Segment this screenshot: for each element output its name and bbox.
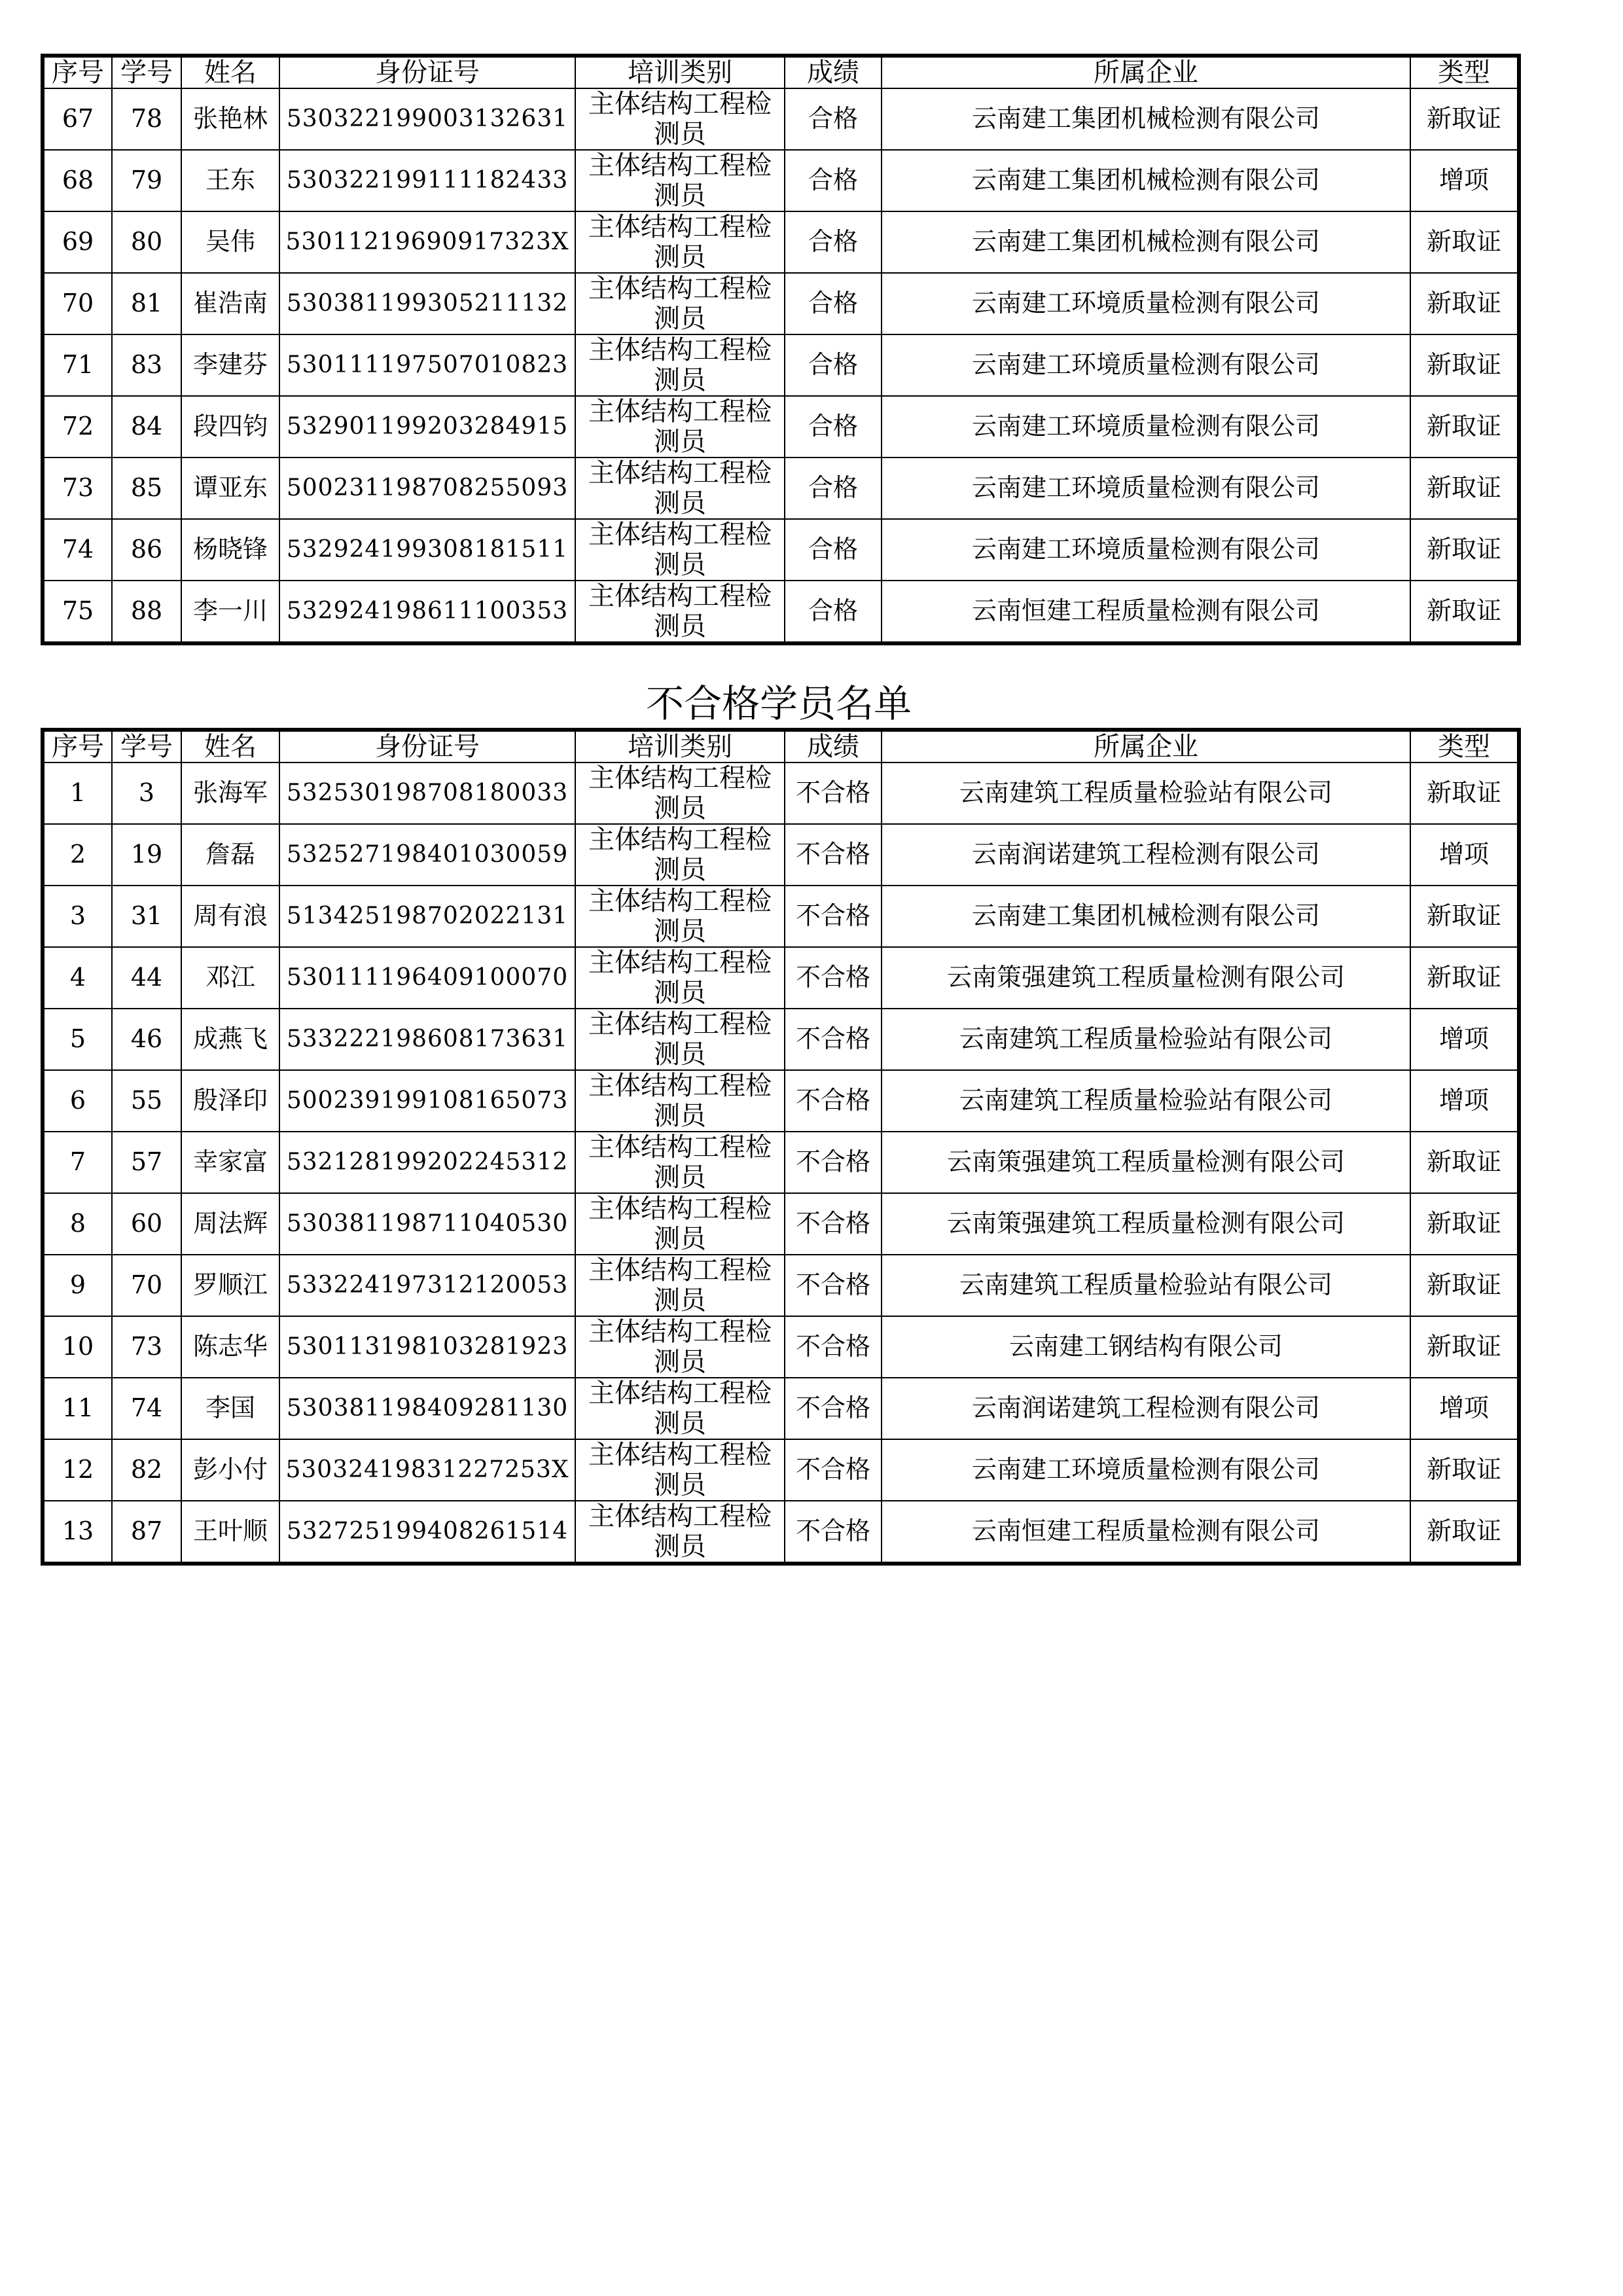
cell-student-no: 82 bbox=[112, 1439, 181, 1501]
cell-kind: 新取证 bbox=[1410, 334, 1519, 396]
cell-kind: 新取证 bbox=[1410, 947, 1519, 1009]
cell-kind: 新取证 bbox=[1410, 1439, 1519, 1501]
cell-result: 不合格 bbox=[785, 824, 882, 886]
header-kind: 类型 bbox=[1410, 56, 1519, 88]
table-row bbox=[43, 1255, 1519, 1316]
cell-id-number: 532924198611100353 bbox=[279, 581, 575, 643]
cell-seq: 74 bbox=[43, 519, 112, 581]
header-seq: 序号 bbox=[43, 56, 112, 88]
cell-company: 云南建工环境质量检测有限公司 bbox=[882, 273, 1410, 334]
cell-seq: 12 bbox=[43, 1439, 112, 1501]
cell-student-no: 81 bbox=[112, 273, 181, 334]
cell-kind: 新取证 bbox=[1410, 211, 1519, 273]
cell-kind: 新取证 bbox=[1410, 1132, 1519, 1193]
cell-training-type: 主体结构工程检测员 bbox=[575, 334, 785, 396]
cell-id-number: 530322199003132631 bbox=[279, 88, 575, 150]
table-row bbox=[43, 1316, 1519, 1378]
table-row bbox=[43, 211, 1519, 273]
cell-company: 云南恒建工程质量检测有限公司 bbox=[882, 581, 1410, 643]
cell-seq: 75 bbox=[43, 581, 112, 643]
cell-training-type: 主体结构工程检测员 bbox=[575, 1255, 785, 1316]
cell-kind: 新取证 bbox=[1410, 1316, 1519, 1378]
cell-result: 不合格 bbox=[785, 1316, 882, 1378]
cell-seq: 5 bbox=[43, 1009, 112, 1070]
table-row bbox=[43, 1009, 1519, 1070]
cell-result: 不合格 bbox=[785, 1378, 882, 1439]
cell-id-number: 513425198702022131 bbox=[279, 886, 575, 947]
cell-company: 云南建筑工程质量检验站有限公司 bbox=[882, 1009, 1410, 1070]
cell-kind: 新取证 bbox=[1410, 88, 1519, 150]
cell-training-type: 主体结构工程检测员 bbox=[575, 211, 785, 273]
cell-company: 云南润诺建筑工程检测有限公司 bbox=[882, 824, 1410, 886]
cell-result: 合格 bbox=[785, 396, 882, 457]
cell-id-number: 532725199408261514 bbox=[279, 1501, 575, 1564]
cell-kind: 新取证 bbox=[1410, 1255, 1519, 1316]
cell-student-no: 19 bbox=[112, 824, 181, 886]
table-row bbox=[43, 88, 1519, 150]
header-company: 所属企业 bbox=[882, 56, 1410, 88]
cell-kind: 新取证 bbox=[1410, 1501, 1519, 1564]
cell-result: 不合格 bbox=[785, 1070, 882, 1132]
cell-id-number: 532527198401030059 bbox=[279, 824, 575, 886]
cell-name: 张海军 bbox=[181, 762, 279, 824]
cell-id-number: 530322199111182433 bbox=[279, 150, 575, 211]
table-row bbox=[43, 762, 1519, 824]
header-id-number: 身份证号 bbox=[279, 56, 575, 88]
cell-student-no: 84 bbox=[112, 396, 181, 457]
cell-kind: 增项 bbox=[1410, 150, 1519, 211]
cell-name: 王叶顺 bbox=[181, 1501, 279, 1564]
table-header-row bbox=[43, 56, 1519, 88]
header-result: 成绩 bbox=[785, 56, 882, 88]
cell-id-number: 53032419831227253X bbox=[279, 1439, 575, 1501]
cell-result: 合格 bbox=[785, 519, 882, 581]
cell-id-number: 500239199108165073 bbox=[279, 1070, 575, 1132]
cell-student-no: 44 bbox=[112, 947, 181, 1009]
failed-students-table bbox=[41, 728, 1521, 1566]
cell-name: 吴伟 bbox=[181, 211, 279, 273]
cell-seq: 67 bbox=[43, 88, 112, 150]
cell-seq: 73 bbox=[43, 457, 112, 519]
cell-seq: 69 bbox=[43, 211, 112, 273]
header-training-type: 培训类别 bbox=[575, 730, 785, 762]
cell-kind: 增项 bbox=[1410, 1070, 1519, 1132]
cell-student-no: 79 bbox=[112, 150, 181, 211]
cell-result: 合格 bbox=[785, 581, 882, 643]
cell-id-number: 53011219690917323X bbox=[279, 211, 575, 273]
cell-training-type: 主体结构工程检测员 bbox=[575, 1070, 785, 1132]
cell-name: 邓江 bbox=[181, 947, 279, 1009]
cell-student-no: 55 bbox=[112, 1070, 181, 1132]
cell-name: 罗顺江 bbox=[181, 1255, 279, 1316]
cell-company: 云南润诺建筑工程检测有限公司 bbox=[882, 1378, 1410, 1439]
cell-name: 谭亚东 bbox=[181, 457, 279, 519]
cell-kind: 新取证 bbox=[1410, 581, 1519, 643]
cell-training-type: 主体结构工程检测员 bbox=[575, 1501, 785, 1564]
header-seq: 序号 bbox=[43, 730, 112, 762]
cell-company: 云南建筑工程质量检验站有限公司 bbox=[882, 1070, 1410, 1132]
cell-kind: 新取证 bbox=[1410, 762, 1519, 824]
header-student-no: 学号 bbox=[112, 56, 181, 88]
cell-company: 云南建工环境质量检测有限公司 bbox=[882, 334, 1410, 396]
table-row bbox=[43, 886, 1519, 947]
cell-training-type: 主体结构工程检测员 bbox=[575, 947, 785, 1009]
cell-training-type: 主体结构工程检测员 bbox=[575, 1378, 785, 1439]
cell-training-type: 主体结构工程检测员 bbox=[575, 273, 785, 334]
cell-seq: 71 bbox=[43, 334, 112, 396]
header-name: 姓名 bbox=[181, 56, 279, 88]
table-row bbox=[43, 1193, 1519, 1255]
cell-kind: 增项 bbox=[1410, 824, 1519, 886]
cell-company: 云南建工集团机械检测有限公司 bbox=[882, 211, 1410, 273]
cell-result: 不合格 bbox=[785, 1439, 882, 1501]
cell-company: 云南建工集团机械检测有限公司 bbox=[882, 150, 1410, 211]
cell-name: 杨晓锋 bbox=[181, 519, 279, 581]
cell-seq: 7 bbox=[43, 1132, 112, 1193]
cell-result: 不合格 bbox=[785, 1255, 882, 1316]
cell-seq: 8 bbox=[43, 1193, 112, 1255]
table-row bbox=[43, 519, 1519, 581]
cell-id-number: 530381199305211132 bbox=[279, 273, 575, 334]
cell-student-no: 46 bbox=[112, 1009, 181, 1070]
cell-name: 张艳林 bbox=[181, 88, 279, 150]
passed-students-table bbox=[41, 54, 1521, 645]
cell-seq: 68 bbox=[43, 150, 112, 211]
cell-student-no: 60 bbox=[112, 1193, 181, 1255]
header-name: 姓名 bbox=[181, 730, 279, 762]
cell-id-number: 532924199308181511 bbox=[279, 519, 575, 581]
cell-student-no: 74 bbox=[112, 1378, 181, 1439]
cell-student-no: 57 bbox=[112, 1132, 181, 1193]
cell-name: 幸家富 bbox=[181, 1132, 279, 1193]
cell-student-no: 87 bbox=[112, 1501, 181, 1564]
table-row bbox=[43, 334, 1519, 396]
cell-id-number: 532901199203284915 bbox=[279, 396, 575, 457]
cell-student-no: 83 bbox=[112, 334, 181, 396]
cell-student-no: 78 bbox=[112, 88, 181, 150]
table-row bbox=[43, 457, 1519, 519]
cell-name: 周法辉 bbox=[181, 1193, 279, 1255]
cell-training-type: 主体结构工程检测员 bbox=[575, 762, 785, 824]
cell-id-number: 500231198708255093 bbox=[279, 457, 575, 519]
cell-name: 詹磊 bbox=[181, 824, 279, 886]
cell-seq: 2 bbox=[43, 824, 112, 886]
cell-name: 成燕飞 bbox=[181, 1009, 279, 1070]
cell-result: 合格 bbox=[785, 211, 882, 273]
header-result: 成绩 bbox=[785, 730, 882, 762]
cell-name: 崔浩南 bbox=[181, 273, 279, 334]
cell-training-type: 主体结构工程检测员 bbox=[575, 396, 785, 457]
cell-company: 云南建工钢结构有限公司 bbox=[882, 1316, 1410, 1378]
cell-training-type: 主体结构工程检测员 bbox=[575, 824, 785, 886]
cell-id-number: 530113198103281923 bbox=[279, 1316, 575, 1378]
cell-seq: 70 bbox=[43, 273, 112, 334]
cell-kind: 新取证 bbox=[1410, 457, 1519, 519]
cell-result: 不合格 bbox=[785, 1501, 882, 1564]
cell-training-type: 主体结构工程检测员 bbox=[575, 88, 785, 150]
cell-result: 不合格 bbox=[785, 1009, 882, 1070]
cell-student-no: 3 bbox=[112, 762, 181, 824]
cell-id-number: 532128199202245312 bbox=[279, 1132, 575, 1193]
cell-id-number: 530381198409281130 bbox=[279, 1378, 575, 1439]
cell-kind: 新取证 bbox=[1410, 886, 1519, 947]
cell-training-type: 主体结构工程检测员 bbox=[575, 1316, 785, 1378]
cell-result: 合格 bbox=[785, 273, 882, 334]
cell-name: 李一川 bbox=[181, 581, 279, 643]
cell-result: 不合格 bbox=[785, 1132, 882, 1193]
table-row bbox=[43, 1501, 1519, 1564]
cell-name: 周有浪 bbox=[181, 886, 279, 947]
cell-training-type: 主体结构工程检测员 bbox=[575, 581, 785, 643]
header-company: 所属企业 bbox=[882, 730, 1410, 762]
cell-seq: 3 bbox=[43, 886, 112, 947]
cell-company: 云南策强建筑工程质量检测有限公司 bbox=[882, 947, 1410, 1009]
cell-company: 云南建工环境质量检测有限公司 bbox=[882, 457, 1410, 519]
table-row bbox=[43, 1132, 1519, 1193]
cell-training-type: 主体结构工程检测员 bbox=[575, 1439, 785, 1501]
table-row bbox=[43, 1378, 1519, 1439]
cell-seq: 72 bbox=[43, 396, 112, 457]
cell-result: 不合格 bbox=[785, 947, 882, 1009]
cell-company: 云南策强建筑工程质量检测有限公司 bbox=[882, 1193, 1410, 1255]
cell-result: 不合格 bbox=[785, 762, 882, 824]
failed-list-title: 不合格学员名单 bbox=[645, 681, 912, 726]
cell-id-number: 530381198711040530 bbox=[279, 1193, 575, 1255]
cell-company: 云南建工环境质量检测有限公司 bbox=[882, 519, 1410, 581]
cell-name: 李建芬 bbox=[181, 334, 279, 396]
header-student-no: 学号 bbox=[112, 730, 181, 762]
header-training-type: 培训类别 bbox=[575, 56, 785, 88]
table-row bbox=[43, 396, 1519, 457]
cell-name: 王东 bbox=[181, 150, 279, 211]
table-row bbox=[43, 947, 1519, 1009]
cell-id-number: 532530198708180033 bbox=[279, 762, 575, 824]
cell-student-no: 80 bbox=[112, 211, 181, 273]
cell-training-type: 主体结构工程检测员 bbox=[575, 1193, 785, 1255]
cell-name: 陈志华 bbox=[181, 1316, 279, 1378]
cell-kind: 新取证 bbox=[1410, 273, 1519, 334]
cell-seq: 13 bbox=[43, 1501, 112, 1564]
cell-company: 云南建工集团机械检测有限公司 bbox=[882, 886, 1410, 947]
table-row bbox=[43, 1439, 1519, 1501]
cell-training-type: 主体结构工程检测员 bbox=[575, 519, 785, 581]
cell-result: 合格 bbox=[785, 150, 882, 211]
cell-training-type: 主体结构工程检测员 bbox=[575, 457, 785, 519]
cell-student-no: 85 bbox=[112, 457, 181, 519]
header-kind: 类型 bbox=[1410, 730, 1519, 762]
cell-kind: 增项 bbox=[1410, 1009, 1519, 1070]
cell-company: 云南建工环境质量检测有限公司 bbox=[882, 396, 1410, 457]
table-row bbox=[43, 273, 1519, 334]
cell-name: 李国 bbox=[181, 1378, 279, 1439]
cell-company: 云南建筑工程质量检验站有限公司 bbox=[882, 762, 1410, 824]
cell-result: 合格 bbox=[785, 457, 882, 519]
table-row bbox=[43, 1070, 1519, 1132]
table-row bbox=[43, 824, 1519, 886]
cell-result: 不合格 bbox=[785, 1193, 882, 1255]
cell-seq: 6 bbox=[43, 1070, 112, 1132]
cell-id-number: 530111197507010823 bbox=[279, 334, 575, 396]
cell-company: 云南建工环境质量检测有限公司 bbox=[882, 1439, 1410, 1501]
cell-kind: 增项 bbox=[1410, 1378, 1519, 1439]
cell-student-no: 88 bbox=[112, 581, 181, 643]
cell-id-number: 530111196409100070 bbox=[279, 947, 575, 1009]
table-row bbox=[43, 150, 1519, 211]
cell-training-type: 主体结构工程检测员 bbox=[575, 150, 785, 211]
cell-training-type: 主体结构工程检测员 bbox=[575, 1009, 785, 1070]
cell-seq: 1 bbox=[43, 762, 112, 824]
header-id-number: 身份证号 bbox=[279, 730, 575, 762]
cell-seq: 9 bbox=[43, 1255, 112, 1316]
cell-id-number: 533224197312120053 bbox=[279, 1255, 575, 1316]
cell-seq: 11 bbox=[43, 1378, 112, 1439]
cell-seq: 10 bbox=[43, 1316, 112, 1378]
cell-student-no: 70 bbox=[112, 1255, 181, 1316]
cell-result: 合格 bbox=[785, 88, 882, 150]
cell-company: 云南建工集团机械检测有限公司 bbox=[882, 88, 1410, 150]
cell-kind: 新取证 bbox=[1410, 396, 1519, 457]
cell-student-no: 73 bbox=[112, 1316, 181, 1378]
table-header-row bbox=[43, 730, 1519, 762]
cell-training-type: 主体结构工程检测员 bbox=[575, 1132, 785, 1193]
cell-kind: 新取证 bbox=[1410, 519, 1519, 581]
cell-training-type: 主体结构工程检测员 bbox=[575, 886, 785, 947]
cell-company: 云南建筑工程质量检验站有限公司 bbox=[882, 1255, 1410, 1316]
cell-result: 不合格 bbox=[785, 886, 882, 947]
table-row bbox=[43, 581, 1519, 643]
cell-student-no: 31 bbox=[112, 886, 181, 947]
cell-id-number: 533222198608173631 bbox=[279, 1009, 575, 1070]
cell-student-no: 86 bbox=[112, 519, 181, 581]
cell-name: 彭小付 bbox=[181, 1439, 279, 1501]
cell-name: 段四钧 bbox=[181, 396, 279, 457]
cell-name: 殷泽印 bbox=[181, 1070, 279, 1132]
cell-company: 云南策强建筑工程质量检测有限公司 bbox=[882, 1132, 1410, 1193]
cell-result: 合格 bbox=[785, 334, 882, 396]
cell-kind: 新取证 bbox=[1410, 1193, 1519, 1255]
cell-company: 云南恒建工程质量检测有限公司 bbox=[882, 1501, 1410, 1564]
cell-seq: 4 bbox=[43, 947, 112, 1009]
